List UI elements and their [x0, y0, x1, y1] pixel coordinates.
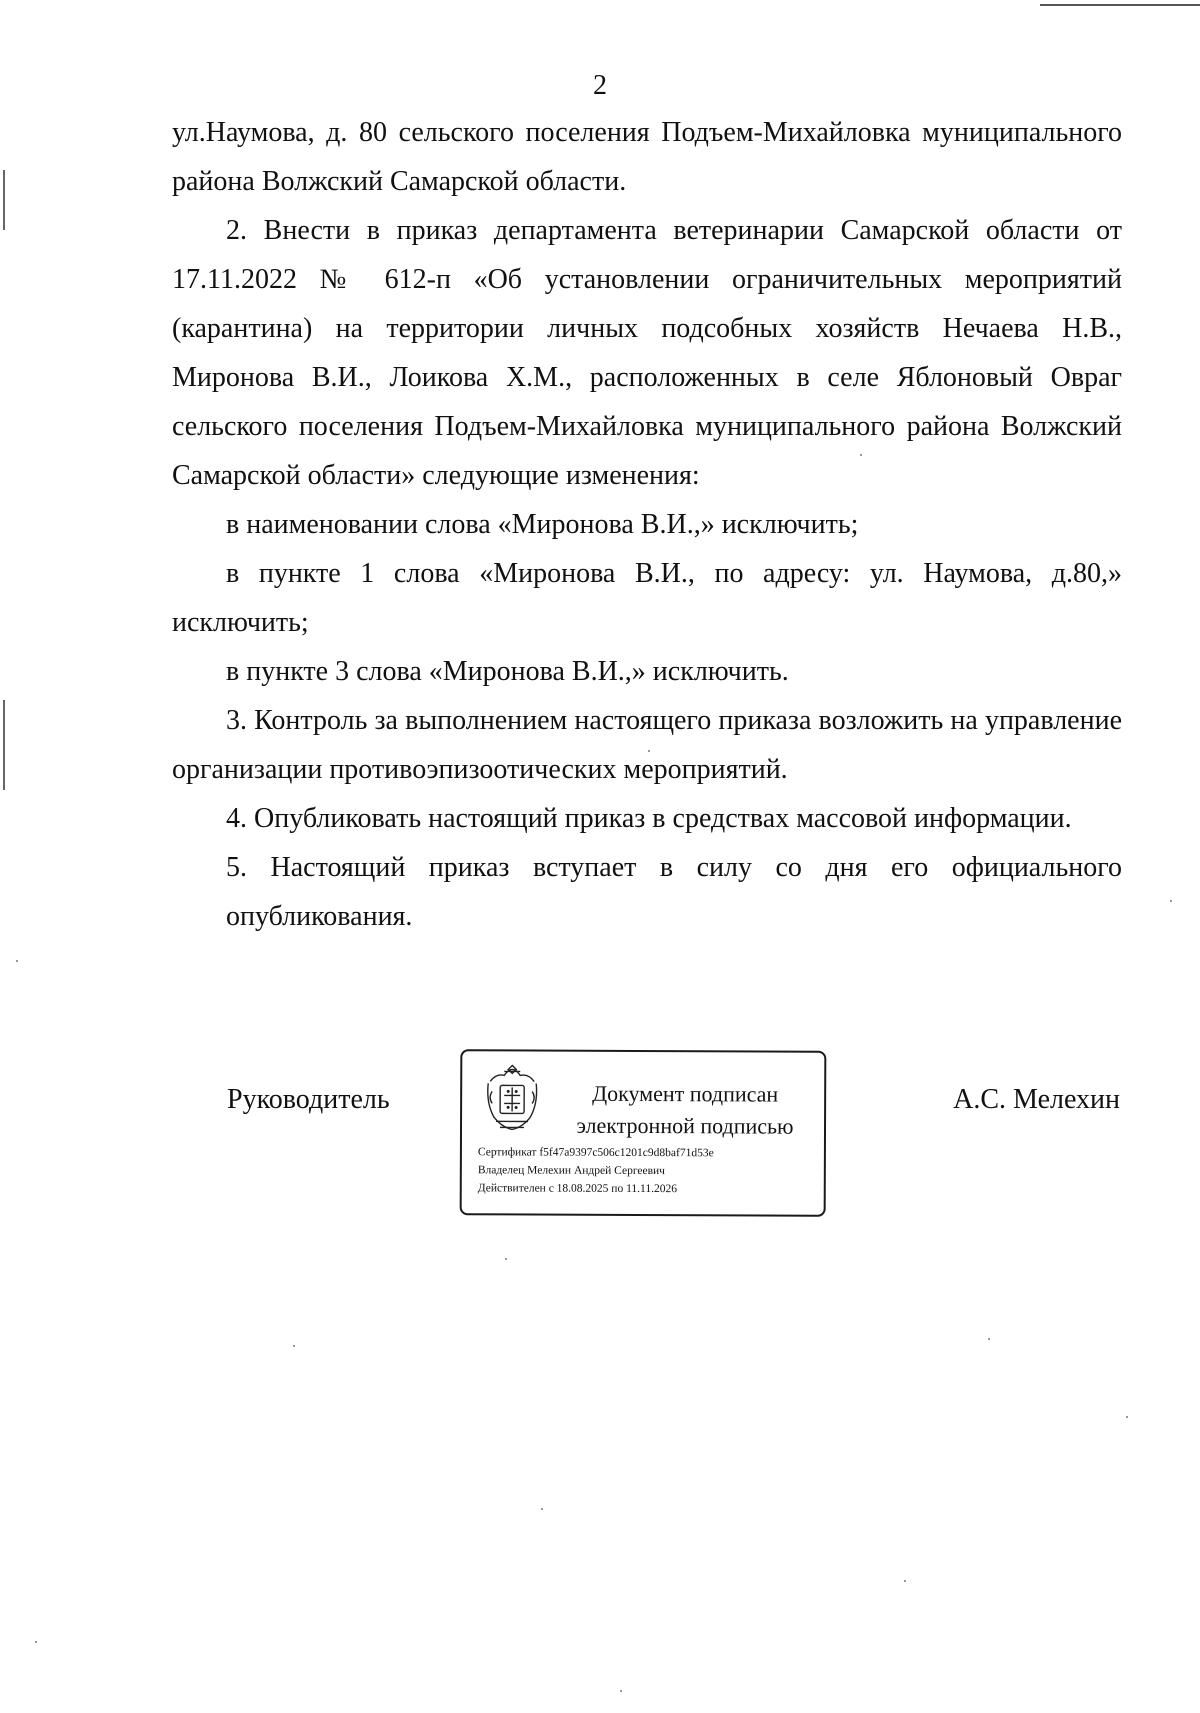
scan-speck: [988, 1338, 990, 1340]
paragraph-item-2: 2. Внести в приказ департамента ветеринарии Самарской области от 17.11.2022 № 612-п «Об установлении ограничительных мероприятий (карантина) на территории личных подсобных хозяйств Нечаева Н.В., Миронова В.И., Лоикова Х.М., расположенных в селе Яблоновый Овраг сельского поселения Подъем-Михайловка муниципального района Волжский Самарской области» следующие изменения:: [172, 215, 1122, 491]
paragraph-item-4: 4. Опубликовать настоящий приказ в средствах массовой информации.: [226, 803, 1072, 834]
scan-speck: [1170, 900, 1172, 902]
signature-block: [0, 1050, 1200, 1230]
paragraph-item-3: 3. Контроль за выполнением настоящего приказа возложить на управление организации противоэпизоотических мероприятий.: [172, 705, 1122, 785]
signer-position: Руководитель: [227, 1084, 390, 1115]
scan-margin-line: [3, 700, 5, 790]
stamp-details: [478, 1143, 818, 1198]
page-number: 2: [593, 70, 607, 101]
paragraph-address-continuation: ул.Наумова, д. 80 сельского поселения Подъем-Михайловка муниципального района Волжский Самарской области.: [172, 117, 1122, 197]
scan-speck: [541, 1508, 543, 1510]
stamp-title-line-2: электронной подписью: [576, 1112, 794, 1139]
certificate-validity: Действителен с 18.08.2025 по 11.11.2026: [477, 1182, 678, 1196]
paragraph-change-point-1: в пункте 1 слова «Миронова В.И., по адресу: ул. Наумова, д.80,» исключить;: [172, 558, 1122, 638]
scan-margin-line: [3, 170, 5, 230]
paragraph-item-5: 5. Настоящий приказ вступает в силу со дня его официального опубликования.: [226, 852, 1122, 932]
scan-speck: [16, 960, 18, 962]
certificate-number: Сертификат f5f47a9397c506c1201c9d8baf71d53e: [477, 1146, 714, 1160]
scan-speck: [620, 1690, 622, 1692]
certificate-owner: Владелец Мелехин Андрей Сергеевич: [477, 1164, 666, 1178]
scan-speck: [860, 454, 862, 456]
stamp-title-line-1: Документ подписан: [592, 1080, 779, 1107]
scan-speck: [35, 1641, 37, 1643]
scan-speck: [904, 1580, 906, 1582]
scan-speck: [293, 1345, 295, 1347]
paragraph-change-point-3: в пункте 3 слова «Миронова В.И.,» исключить.: [226, 656, 789, 687]
stamp-title: [554, 1078, 816, 1143]
electronic-signature-stamp: [460, 1049, 827, 1217]
coat-of-arms-icon: [482, 1061, 542, 1133]
scan-edge-mark: [1040, 0, 1200, 6]
scan-speck: [505, 1258, 507, 1260]
signer-name: А.С. Мелехин: [953, 1084, 1120, 1115]
document-body: [172, 108, 1122, 941]
scan-speck: [1126, 1416, 1128, 1418]
paragraph-change-name: в наименовании слова «Миронова В.И.,» исключить;: [226, 509, 859, 540]
scan-speck: [648, 750, 650, 752]
